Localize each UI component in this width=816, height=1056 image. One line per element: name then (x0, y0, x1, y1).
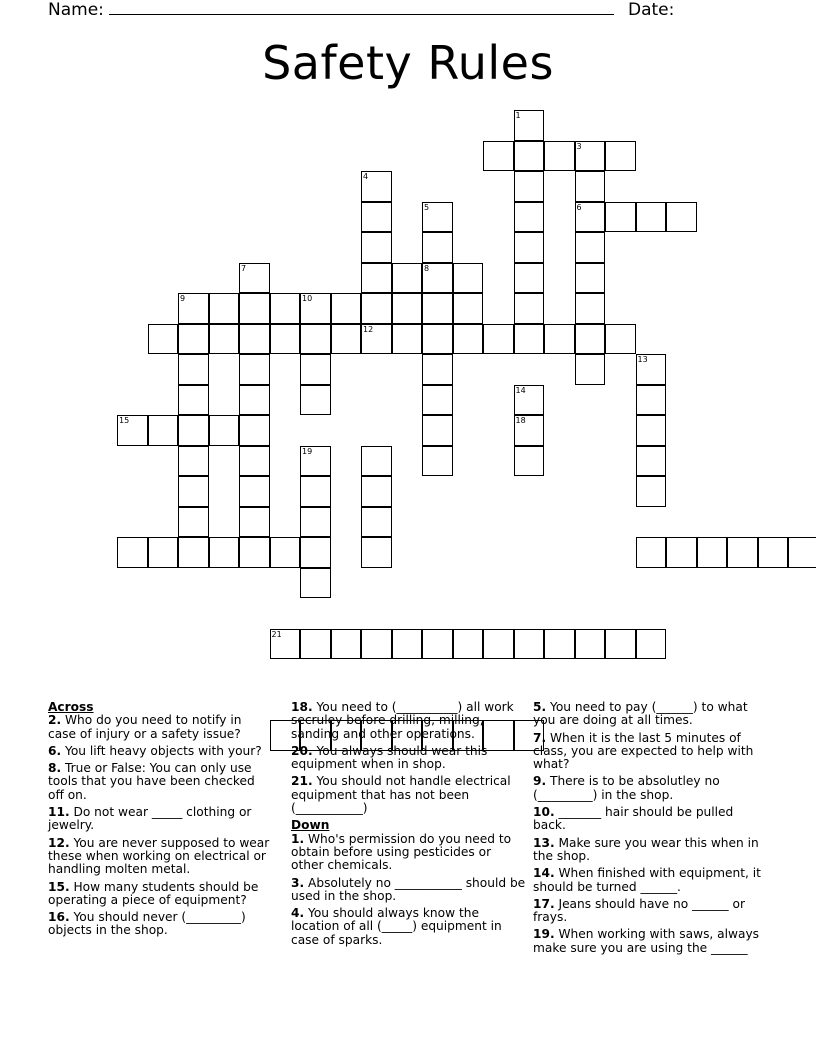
grid-cell[interactable] (178, 507, 209, 538)
cell-number: 3 (576, 141, 582, 151)
grid-cell[interactable] (636, 354, 667, 385)
clues-column-2 (291, 701, 527, 951)
grid-cell[interactable] (605, 202, 636, 233)
grid-cell[interactable] (178, 537, 209, 568)
grid-cell[interactable] (422, 202, 453, 233)
grid-cell[interactable] (239, 324, 270, 355)
grid-cell[interactable] (422, 263, 453, 294)
grid-cell[interactable] (361, 446, 392, 477)
grid-cell[interactable] (727, 537, 758, 568)
grid-cell[interactable] (636, 476, 667, 507)
grid-cell[interactable] (178, 293, 209, 324)
grid-cell[interactable] (605, 629, 636, 660)
grid-cell[interactable] (361, 324, 392, 355)
clue-down-10: 10. _______ hair should be pulled back. (533, 805, 734, 833)
grid-cell[interactable] (575, 293, 606, 324)
grid-cell[interactable] (636, 629, 667, 660)
clue-across-20: 20. You always should wear this equipment when in shop. (291, 743, 488, 772)
grid-cell[interactable] (422, 415, 453, 446)
grid-cell[interactable] (300, 568, 331, 599)
clue-down-5: 5. You need to pay (______) to what you are doing at all times. (533, 700, 748, 728)
grid-cell[interactable] (544, 324, 575, 355)
grid-cell[interactable] (117, 537, 148, 568)
grid-cell[interactable] (514, 110, 545, 141)
clue-across-15: 15. How many students should be operating a piece of equipment? (48, 879, 259, 907)
clue-across-16: 16. You should never (_________) objects in the shop. (48, 910, 246, 938)
grid-cell[interactable] (300, 446, 331, 477)
grid-cell[interactable] (514, 415, 545, 446)
grid-cell[interactable] (636, 415, 667, 446)
clue-down-1: 1. Who's permission do you need to obtain before using pesticides or other chemicals. (291, 831, 512, 873)
cell-number: 7 (241, 263, 247, 273)
grid-cell[interactable] (361, 263, 392, 294)
grid-cell[interactable] (239, 537, 270, 568)
grid-cell[interactable] (575, 202, 606, 233)
grid-cell[interactable] (666, 537, 697, 568)
grid-cell[interactable] (361, 232, 392, 263)
grid-cell[interactable] (544, 141, 575, 172)
cell-number: 13 (637, 355, 648, 364)
grid-cell[interactable] (483, 141, 514, 172)
grid-cell[interactable] (331, 293, 362, 324)
grid-cell[interactable] (361, 507, 392, 538)
clue-down-3: 3. Absolutely no ___________ should be used in the shop. (291, 875, 526, 903)
grid-cell[interactable] (422, 629, 453, 660)
clue-across-2: 2. Who do you need to notify in case of injury or a safety issue? (48, 713, 242, 741)
grid-cell[interactable] (575, 629, 606, 660)
grid-cell[interactable] (270, 324, 301, 355)
grid-cell[interactable] (575, 354, 606, 385)
grid-cell[interactable] (514, 324, 545, 355)
grid-cell[interactable] (453, 293, 484, 324)
cell-number: 18 (515, 416, 526, 425)
page-title: Safety Rules (262, 36, 554, 90)
clues-column-1 (48, 701, 270, 942)
grid-cell[interactable] (331, 324, 362, 355)
grid-cell[interactable] (300, 324, 331, 355)
clue-down-14: 14. When finished with equipment, it should be turned ______. (533, 866, 761, 894)
cell-number: 6 (576, 202, 582, 212)
grid-cell[interactable] (422, 293, 453, 324)
clue-across-11: 11. Do not wear _____ clothing or jewelry. (48, 805, 252, 833)
grid-cell[interactable] (422, 385, 453, 416)
grid-cell[interactable] (514, 385, 545, 416)
grid-cell[interactable] (239, 507, 270, 538)
clue-across-8: 8. True or False: You can only use tools that you have been checked off on. (48, 761, 255, 802)
clue-down-9: 9. There is to be absolutley no (_________) in the shop. (533, 774, 720, 802)
grid-cell[interactable] (209, 293, 240, 324)
across-heading: Across (48, 700, 94, 714)
cell-number: 14 (515, 385, 526, 395)
cell-number: 21 (271, 629, 282, 639)
grid-cell[interactable] (636, 537, 667, 568)
cell-number: 9 (180, 294, 186, 303)
cell-number: 1 (515, 111, 521, 120)
cell-number: 12 (363, 324, 374, 334)
clues-column-3 (533, 701, 769, 959)
grid-cell[interactable] (361, 537, 392, 568)
grid-cell[interactable] (331, 629, 362, 660)
grid-cell[interactable] (514, 232, 545, 263)
grid-cell[interactable] (270, 293, 301, 324)
grid-cell[interactable] (239, 263, 270, 294)
cell-number: 15 (119, 416, 130, 425)
clue-across-18: 18. You need to (__________) all work secruley before drilling, milling, sanding and other operations. (291, 700, 514, 741)
grid-cell[interactable] (270, 537, 301, 568)
grid-cell[interactable] (148, 415, 179, 446)
grid-cell[interactable] (178, 354, 209, 385)
cell-number: 5 (424, 202, 430, 212)
grid-cell[interactable] (300, 293, 331, 324)
grid-cell[interactable] (361, 293, 392, 324)
grid-cell[interactable] (758, 537, 789, 568)
grid-cell[interactable] (178, 324, 209, 355)
grid-cell[interactable] (422, 446, 453, 477)
grid-cell[interactable] (453, 263, 484, 294)
grid-cell[interactable] (575, 232, 606, 263)
cell-number: 10 (302, 294, 313, 303)
grid-cell[interactable] (605, 141, 636, 172)
grid-cell[interactable] (209, 537, 240, 568)
grid-cell[interactable] (361, 476, 392, 507)
clue-across-6: 6. You lift heavy objects with your? (48, 743, 262, 758)
grid-cell[interactable] (544, 629, 575, 660)
clue-across-12: 12. You are never supposed to wear these when working on electrical or handling molten metal. (48, 835, 270, 877)
name-label: Name: (48, 0, 104, 20)
grid-cell[interactable] (270, 629, 301, 660)
grid-cell[interactable] (392, 263, 423, 294)
grid-cell[interactable] (392, 293, 423, 324)
grid-cell[interactable] (575, 141, 606, 172)
cell-number: 8 (424, 263, 430, 273)
grid-cell[interactable] (636, 202, 667, 233)
grid-cell[interactable] (666, 202, 697, 233)
grid-cell[interactable] (300, 537, 331, 568)
grid-cell[interactable] (422, 232, 453, 263)
grid-cell[interactable] (453, 324, 484, 355)
grid-cell[interactable] (361, 202, 392, 233)
grid-cell[interactable] (239, 446, 270, 477)
grid-cell[interactable] (514, 263, 545, 294)
grid-cell[interactable] (361, 629, 392, 660)
clue-down-17: 17. Jeans should have no ______ or frays. (533, 896, 745, 925)
grid-cell[interactable] (636, 446, 667, 477)
grid-cell[interactable] (239, 354, 270, 385)
clue-down-19: 19. When working with saws, always make sure you are using the ______ (533, 927, 760, 955)
down-heading: Down (291, 818, 330, 833)
grid-cell[interactable] (575, 324, 606, 355)
clue-across-21: 21. You should not handle electrical equipment that has not been (___________) (291, 774, 511, 816)
grid-cell[interactable] (422, 324, 453, 355)
grid-cell[interactable] (453, 629, 484, 660)
clue-down-13: 13. Make sure you wear this when in the shop. (533, 835, 759, 863)
date-label: Date: (628, 0, 675, 20)
grid-cell[interactable] (178, 385, 209, 416)
grid-cell[interactable] (483, 629, 514, 660)
grid-cell[interactable] (300, 507, 331, 538)
grid-cell[interactable] (514, 171, 545, 202)
grid-cell[interactable] (361, 171, 392, 202)
clue-down-4: 4. You should always know the location of all (_____) equipment in case of sparks. (291, 906, 502, 947)
grid-cell[interactable] (209, 324, 240, 355)
grid-cell[interactable] (239, 385, 270, 416)
grid-cell[interactable] (697, 537, 728, 568)
grid-cell[interactable] (514, 141, 545, 172)
grid-cell[interactable] (178, 415, 209, 446)
grid-cell[interactable] (148, 537, 179, 568)
grid-cell[interactable] (239, 415, 270, 446)
grid-cell[interactable] (178, 476, 209, 507)
grid-cell[interactable] (422, 354, 453, 385)
grid-cell[interactable] (605, 324, 636, 355)
grid-cell[interactable] (514, 446, 545, 477)
cell-number: 19 (302, 446, 313, 456)
clue-down-7: 7. When it is the last 5 minutes of class, you are expected to help with what? (533, 730, 754, 772)
cell-number: 4 (363, 172, 369, 181)
grid-cell[interactable] (788, 537, 816, 568)
grid-cell[interactable] (239, 476, 270, 507)
grid-cell[interactable] (178, 446, 209, 477)
grid-cell[interactable] (392, 324, 423, 355)
grid-cell[interactable] (148, 324, 179, 355)
grid-cell[interactable] (239, 293, 270, 324)
grid-cell[interactable] (514, 202, 545, 233)
grid-cell[interactable] (514, 293, 545, 324)
grid-cell[interactable] (117, 415, 148, 446)
grid-cell[interactable] (300, 476, 331, 507)
grid-cell[interactable] (483, 324, 514, 355)
grid-cell[interactable] (209, 415, 240, 446)
grid-cell[interactable] (300, 354, 331, 385)
grid-cell[interactable] (392, 629, 423, 660)
grid-cell[interactable] (575, 263, 606, 294)
grid-cell[interactable] (636, 385, 667, 416)
grid-cell[interactable] (514, 629, 545, 660)
grid-cell[interactable] (300, 385, 331, 416)
grid-cell[interactable] (300, 629, 331, 660)
grid-cell[interactable] (575, 171, 606, 202)
